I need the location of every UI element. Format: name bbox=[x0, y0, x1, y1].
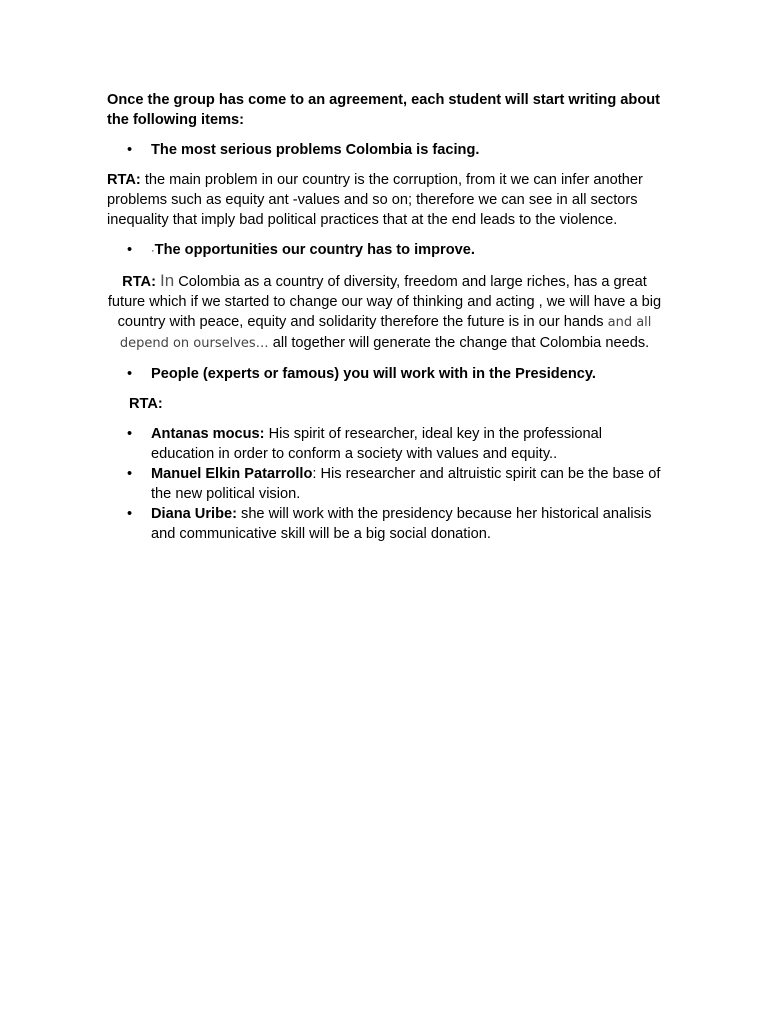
person-name: Diana Uribe: bbox=[151, 506, 237, 522]
bullet-icon: • bbox=[127, 142, 133, 158]
person-description: His spirit of researcher, ideal key in the professional education in order to conform a society with values and equity.. bbox=[151, 426, 602, 462]
bullet-icon: • bbox=[127, 506, 133, 522]
bullet-icon: • bbox=[127, 426, 133, 442]
people-list bbox=[107, 424, 662, 544]
rta-problems bbox=[107, 170, 662, 230]
heading-prefix: · bbox=[151, 245, 155, 257]
person-name: Manuel Elkin Patarrollo bbox=[151, 466, 313, 482]
list-item bbox=[107, 504, 662, 544]
rta-light-text: and all depend on ourselves… bbox=[119, 315, 652, 351]
rta-label: RTA: bbox=[107, 172, 141, 188]
item-list-2 bbox=[107, 240, 662, 261]
bullet-icon: • bbox=[127, 466, 133, 482]
rta-text: the main problem in our country is the corruption, from it we can infer another problems such as equity ant -values and so on; therefore we can see in all sectors inequality that imply bad political practices that at the end leads to the violence. bbox=[107, 172, 643, 228]
bullet-icon: • bbox=[127, 366, 133, 382]
item-list-3 bbox=[107, 364, 662, 384]
item-heading-opportunities bbox=[107, 240, 662, 261]
item-heading-problems bbox=[107, 140, 662, 160]
list-item bbox=[107, 424, 662, 464]
list-item bbox=[107, 464, 662, 504]
item-heading-text: The most serious problems Colombia is facing. bbox=[151, 142, 480, 158]
person-description: : His researcher and altruistic spirit can be the base of the new political vision. bbox=[151, 466, 661, 502]
rta-people-label: RTA: bbox=[129, 396, 163, 412]
rta-lead-word: In bbox=[160, 271, 175, 290]
rta-opportunities bbox=[107, 271, 662, 354]
item-heading-text: People (experts or famous) you will work with in the Presidency. bbox=[151, 366, 596, 382]
intro-paragraph: Once the group has come to an agreement, each student will start writing about the following items: bbox=[107, 92, 661, 128]
person-name: Antanas mocus: bbox=[151, 426, 265, 442]
rta-text: Colombia as a country of diversity, freedom and large riches, has a great future which if we started to change our way of thinking and acting , we will have a big country with peace, equity and solidarity therefore the future is in our hands bbox=[107, 274, 662, 330]
document-content bbox=[107, 90, 662, 544]
bullet-icon: • bbox=[127, 242, 133, 258]
rta-label: RTA: bbox=[122, 274, 156, 290]
item-heading-text: The opportunities our country has to improve. bbox=[154, 242, 475, 258]
item-list-1 bbox=[107, 140, 662, 160]
person-description: she will work with the presidency because her historical analisis and communicative skill will be a big social donation. bbox=[151, 506, 652, 542]
rta-text-end: all together will generate the change that Colombia needs. bbox=[268, 335, 650, 351]
item-heading-people bbox=[107, 364, 662, 384]
